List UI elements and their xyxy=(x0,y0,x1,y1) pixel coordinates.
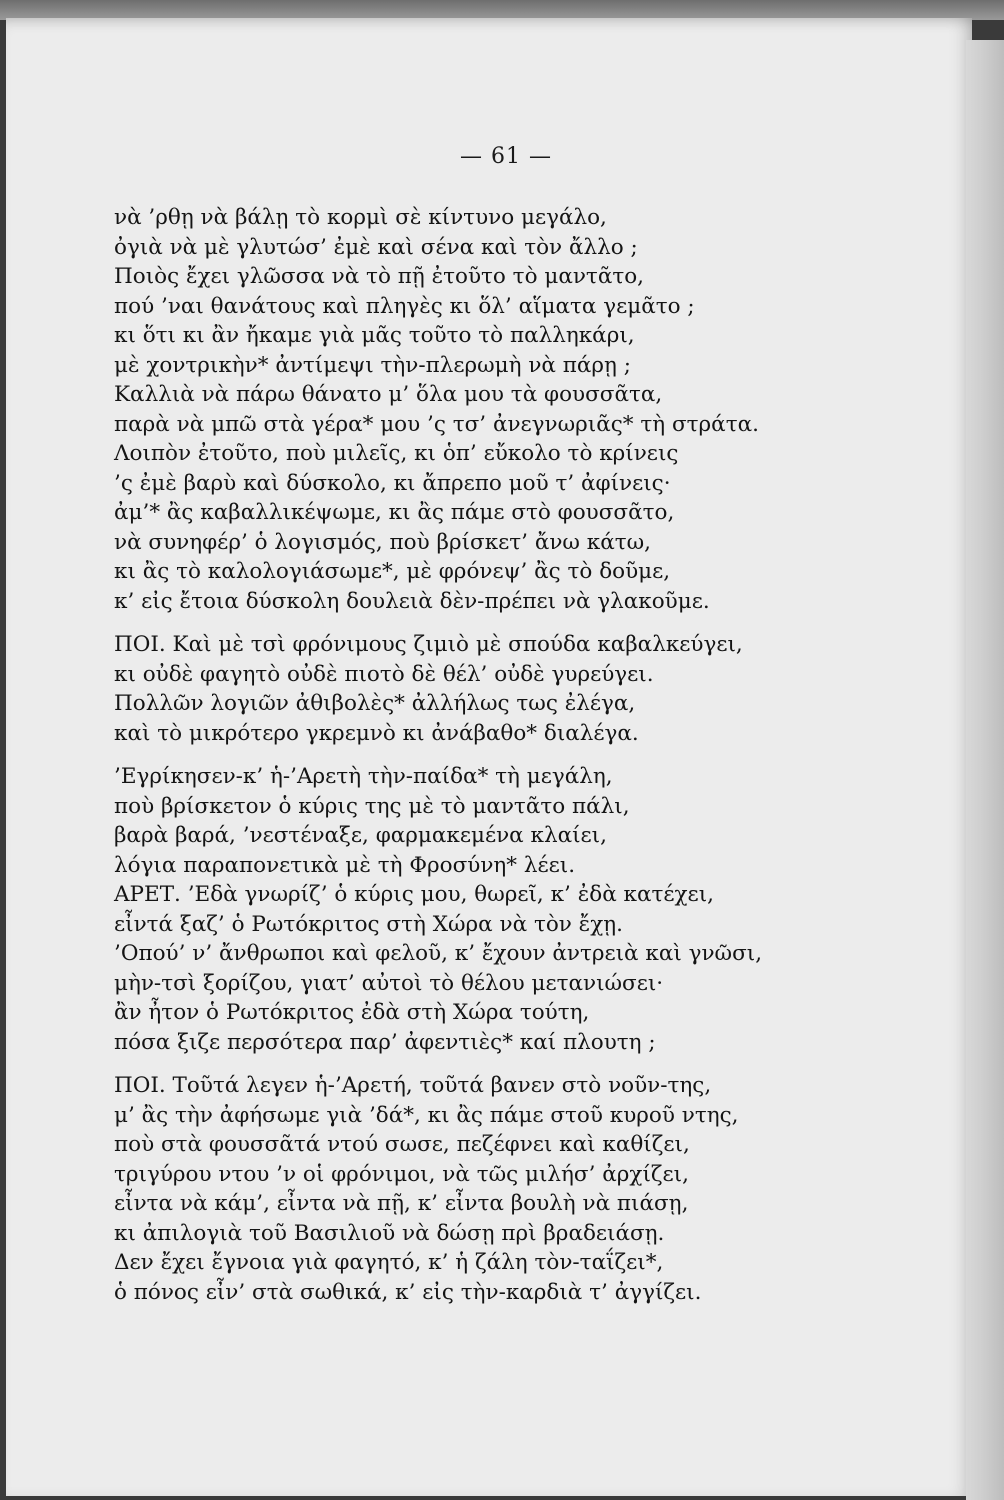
verse-line: Καλλιὰ νὰ πάρω θάνατο μ’ ὅλα μου τὰ φουσσᾶτα, xyxy=(114,382,663,407)
verse-line: κι οὐδὲ φαγητὸ οὐδὲ πιοτὸ δὲ θέλ’ οὐδὲ γυρεύγει. xyxy=(114,661,654,687)
verse-line: μ’ ἂς τὴν ἀφήσωμε γιὰ ’δά*, κι ἂς πάμε στοῦ κυροῦ ντης, xyxy=(114,1102,739,1128)
verse-line: Δεν ἔχει ἔγνοια γιὰ φαγητό, κ’ ἡ ζάλη τὸν-ταΐζει*, xyxy=(114,1250,664,1275)
verse-line: καὶ τὸ μικρότερο γκρεμνὸ κι ἀνάβαθο* διαλέγα. xyxy=(114,720,639,746)
verse-line: Πολλῶν λογιῶν ἀθιβολὲς* ἀλλήλως τως ἐλέγα, xyxy=(114,691,636,716)
stanza xyxy=(114,630,974,748)
verse-line: ὀγιὰ νὰ μὲ γλυτώσ’ ἐμὲ καὶ σένα καὶ τὸν ἄλλο ; xyxy=(114,234,638,260)
verse-line: νὰ ’ρθῃ νὰ βάλῃ τὸ κορμὶ σὲ κίντυνο μεγάλο, xyxy=(114,205,607,230)
verse-line: ’Εγρίκησεν-κ’ ἡ-’Αρετὴ τὴν-παίδα* τὴ μεγάλη, xyxy=(114,764,613,789)
verse-line: κι ἂς τὸ καλολογιάσωμε*, μὲ φρόνεψ’ ἂς τὸ δοῦμε, xyxy=(114,559,671,584)
verse-line: κι ὅτι κι ἂν ἤκαμε γιὰ μᾶς τοῦτο τὸ παλληκάρι, xyxy=(114,323,635,348)
page-number: — 61 — xyxy=(460,144,552,169)
verse-line: ἂν ἦτον ὁ Ρωτόκριτος ἐδὰ στὴ Χώρα τούτη, xyxy=(114,1000,590,1025)
scanner-top-edge xyxy=(0,0,1004,20)
verse-line: μὴν-τσὶ ξορίζου, γιατ’ αὐτοὶ τὸ θέλου μετανιώσει· xyxy=(114,970,664,996)
verse-line: νὰ συνηφέρ’ ὁ λογισμός, ποὺ βρίσκετ’ ἄνω κάτω, xyxy=(114,529,652,555)
verse-line: λόγια παραπονετικὰ μὲ τὴ Φροσύνη* λέει. xyxy=(114,852,576,878)
stanza-gap xyxy=(114,748,974,762)
verse-line: κ’ εἰς ἔτοια δύσκολη δουλειὰ δὲν-πρέπει νὰ γλακοῦμε. xyxy=(114,588,710,614)
verse-line: Λοιπὸν ἐτοῦτο, ποὺ μιλεῖς, κι ὁπ’ εὔκολο τὸ κρίνεις xyxy=(114,441,679,466)
verse-line: ΑΡΕΤ. ’Εδὰ γνωρίζ’ ὁ κύρις μου, θωρεῖ, κ’ ἐδὰ κατέχει, xyxy=(114,882,714,907)
verse-line: ἀμ’* ἂς καβαλλικέψωμε, κι ἂς πάμε στὸ φουσσᾶτο, xyxy=(114,500,675,525)
verse-line: ’ς ἐμὲ βαρὺ καὶ δύσκολο, κι ἄπρεπο μοῦ τ’ ἀφίνεις· xyxy=(114,470,671,496)
verse-line: Ποιὸς ἔχει γλῶσσα νὰ τὸ πῇ ἐτοῦτο τὸ μαντᾶτο, xyxy=(114,264,645,289)
stanza-gap xyxy=(114,616,974,630)
stanza xyxy=(114,203,974,616)
stanza xyxy=(114,1071,974,1307)
stanza xyxy=(114,762,974,1057)
verse-line: ποὺ στὰ φουσσᾶτά ντού σωσε, πεζέφνει καὶ καθίζει, xyxy=(114,1132,690,1157)
verse-line: ὁ πόνος εἶν’ στὰ σωθικά, κ’ εἰς τὴν-καρδιὰ τ’ ἀγγίζει. xyxy=(114,1279,702,1305)
page-fore-edge xyxy=(966,40,1004,1500)
verse-line: ΠΟΙ. Τοῦτά λεγεν ἡ-’Αρετή, τοῦτά βανεν στὸ νοῦν-της, xyxy=(114,1073,712,1098)
book-page xyxy=(6,18,972,1496)
verse-line: πού ’ναι θανάτους καὶ πληγὲς κι ὅλ’ αἵματα γεμᾶτο ; xyxy=(114,293,695,319)
verse-line: μὲ χοντρικὴν* ἀντίμεψι τὴν-πλερωμὴ νὰ πάρῃ ; xyxy=(114,352,632,378)
verse-line: ’Οπού’ ν’ ἄνθρωποι καὶ φελοῦ, κ’ ἔχουν ἀντρειὰ καὶ γνῶσι, xyxy=(114,941,763,966)
verse-line: ποὺ βρίσκετον ὁ κύρις της μὲ τὸ μαντᾶτο πάλι, xyxy=(114,793,630,819)
stanza-gap xyxy=(114,1057,974,1071)
verse-line: βαρὰ βαρά, ’νεστέναξε, φαρμακεμένα κλαίει, xyxy=(114,823,607,848)
verse-line: πόσα ξιζε περσότερα παρ’ ἀφεντιὲς* καί πλουτη ; xyxy=(114,1029,656,1055)
verse-line: τριγύρου ντου ’ν οἱ φρόνιμοι, νὰ τῶς μιλήσ’ ἀρχίζει, xyxy=(114,1161,689,1187)
verse-line: κι ἀπιλογιὰ τοῦ Βασιλιοῦ νὰ δώσῃ πρὶ βραδειάσῃ. xyxy=(114,1220,665,1246)
poem-text xyxy=(114,203,974,1307)
verse-line: εἶντά ξαζ’ ὁ Ρωτόκριτος στὴ Χώρα νὰ τὸν ἔχῃ. xyxy=(114,911,623,937)
verse-line: παρὰ νὰ μπῶ στὰ γέρα* μου ’ς τσ’ ἀνεγνωριᾶς* τὴ στράτα. xyxy=(114,411,759,437)
verse-line: εἶντα νὰ κάμ’, εἶντα νὰ πῇ, κ’ εἶντα βουλὴ νὰ πιάσῃ, xyxy=(114,1191,689,1216)
verse-line: ΠΟΙ. Καὶ μὲ τσὶ φρόνιμους ζιμιὸ μὲ σπούδα καβαλκεύγει, xyxy=(114,632,743,657)
